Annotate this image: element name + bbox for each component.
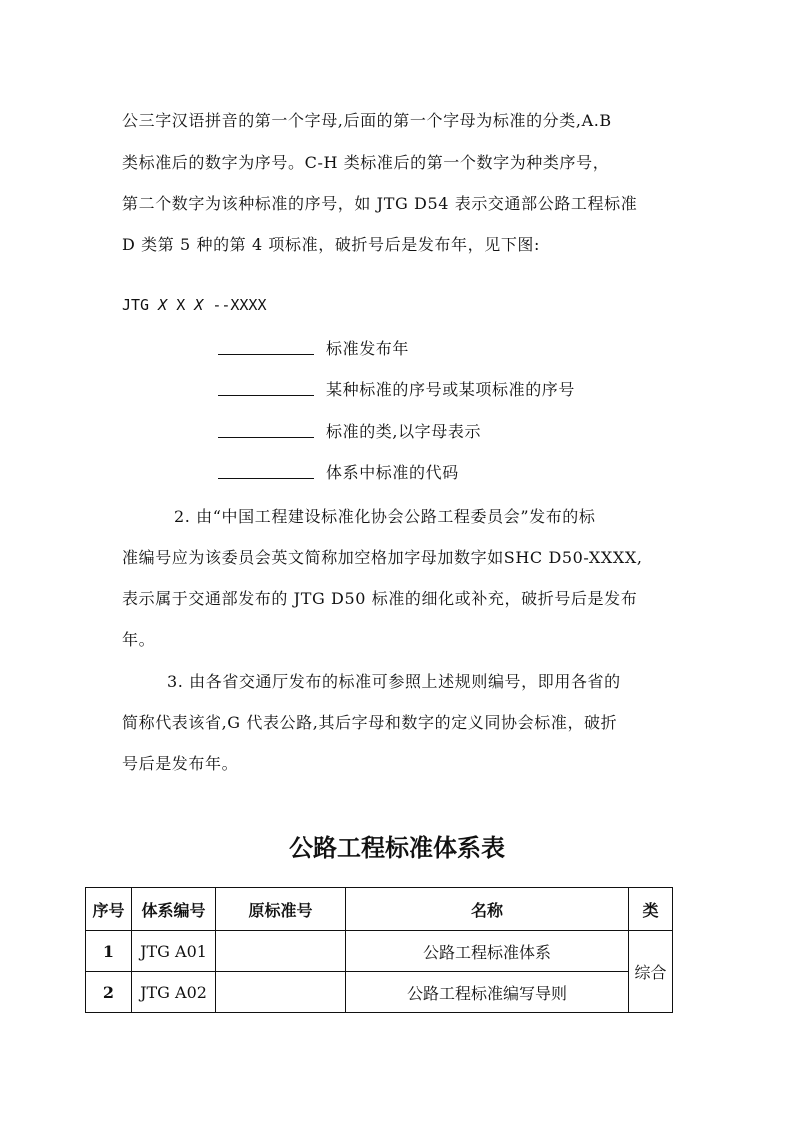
header-name: 名称 bbox=[346, 888, 629, 931]
paragraph-1-line-4: D 类第 5 种的第 4 项标准，破折号后是发布年，见下图: bbox=[122, 235, 541, 254]
code-prefix: JTG bbox=[122, 296, 150, 314]
paragraph-2-line-2: 准编号应为该委员会英文简称加空格加字母加数字如SHC D50-XXXX, bbox=[122, 548, 643, 567]
header-index: 序号 bbox=[86, 888, 132, 931]
legend-underline bbox=[218, 354, 314, 355]
code-item-number: X bbox=[194, 296, 204, 314]
paragraph-2-line-1: 2. 由“中国工程建设标准化协会公路工程委员会”发布的标 bbox=[174, 507, 596, 526]
cell-system-code: JTG A02 bbox=[132, 972, 216, 1013]
cell-name: 公路工程标准编写导则 bbox=[346, 972, 629, 1013]
cell-index: 1 bbox=[86, 931, 132, 972]
paragraph-1-line-3: 第二个数字为该种标准的序号，如 JTG D54 表示交通部公路工程标准 bbox=[122, 194, 638, 213]
paragraph-3-line-1: 3. 由各省交通厅发布的标准可参照上述规则编号，即用各省的 bbox=[167, 672, 621, 691]
table-row bbox=[86, 972, 673, 1013]
paragraph-2-line-4: 年。 bbox=[122, 630, 156, 649]
legend-label: 标准的类,以字母表示 bbox=[326, 422, 482, 441]
code-kind-number: X bbox=[176, 296, 186, 314]
legend-underline bbox=[218, 437, 314, 438]
legend-label: 体系中标准的代码 bbox=[326, 463, 459, 482]
cell-index: 2 bbox=[86, 972, 132, 1013]
legend-label: 标准发布年 bbox=[326, 339, 410, 358]
header-category: 类 bbox=[629, 888, 673, 931]
legend-underline bbox=[218, 478, 314, 479]
header-system-code: 体系编号 bbox=[132, 888, 216, 931]
paragraph-1-line-1: 公三字汉语拼音的第一个字母,后面的第一个字母为标准的分类,A.B bbox=[122, 111, 612, 130]
code-year: --XXXX bbox=[212, 296, 267, 314]
legend-underline bbox=[218, 395, 314, 396]
standards-table bbox=[85, 887, 673, 1013]
cell-category: 综合 bbox=[629, 931, 673, 1013]
paragraph-3-line-2: 简称代表该省,G 代表公路,其后字母和数字的定义同协会标准，破折 bbox=[122, 713, 618, 732]
code-pattern bbox=[122, 296, 267, 314]
table-header-row bbox=[86, 888, 673, 931]
header-old-code: 原标准号 bbox=[216, 888, 346, 931]
cell-old-code bbox=[216, 972, 346, 1013]
paragraph-2-line-3: 表示属于交通部发布的 JTG D50 标准的细化或补充，破折号后是发布 bbox=[122, 589, 638, 608]
table-title: 公路工程标准体系表 bbox=[289, 834, 505, 862]
cell-old-code bbox=[216, 931, 346, 972]
cell-system-code: JTG A01 bbox=[132, 931, 216, 972]
table-row bbox=[86, 931, 673, 972]
cell-name: 公路工程标准体系 bbox=[346, 931, 629, 972]
paragraph-1-line-2: 类标准后的数字为序号。C-H 类标准后的第一个数字为种类序号， bbox=[122, 153, 610, 172]
code-class-letter: X bbox=[158, 296, 168, 314]
paragraph-3-line-3: 号后是发布年。 bbox=[122, 754, 239, 773]
legend-label: 某种标准的序号或某项标准的序号 bbox=[326, 380, 576, 399]
